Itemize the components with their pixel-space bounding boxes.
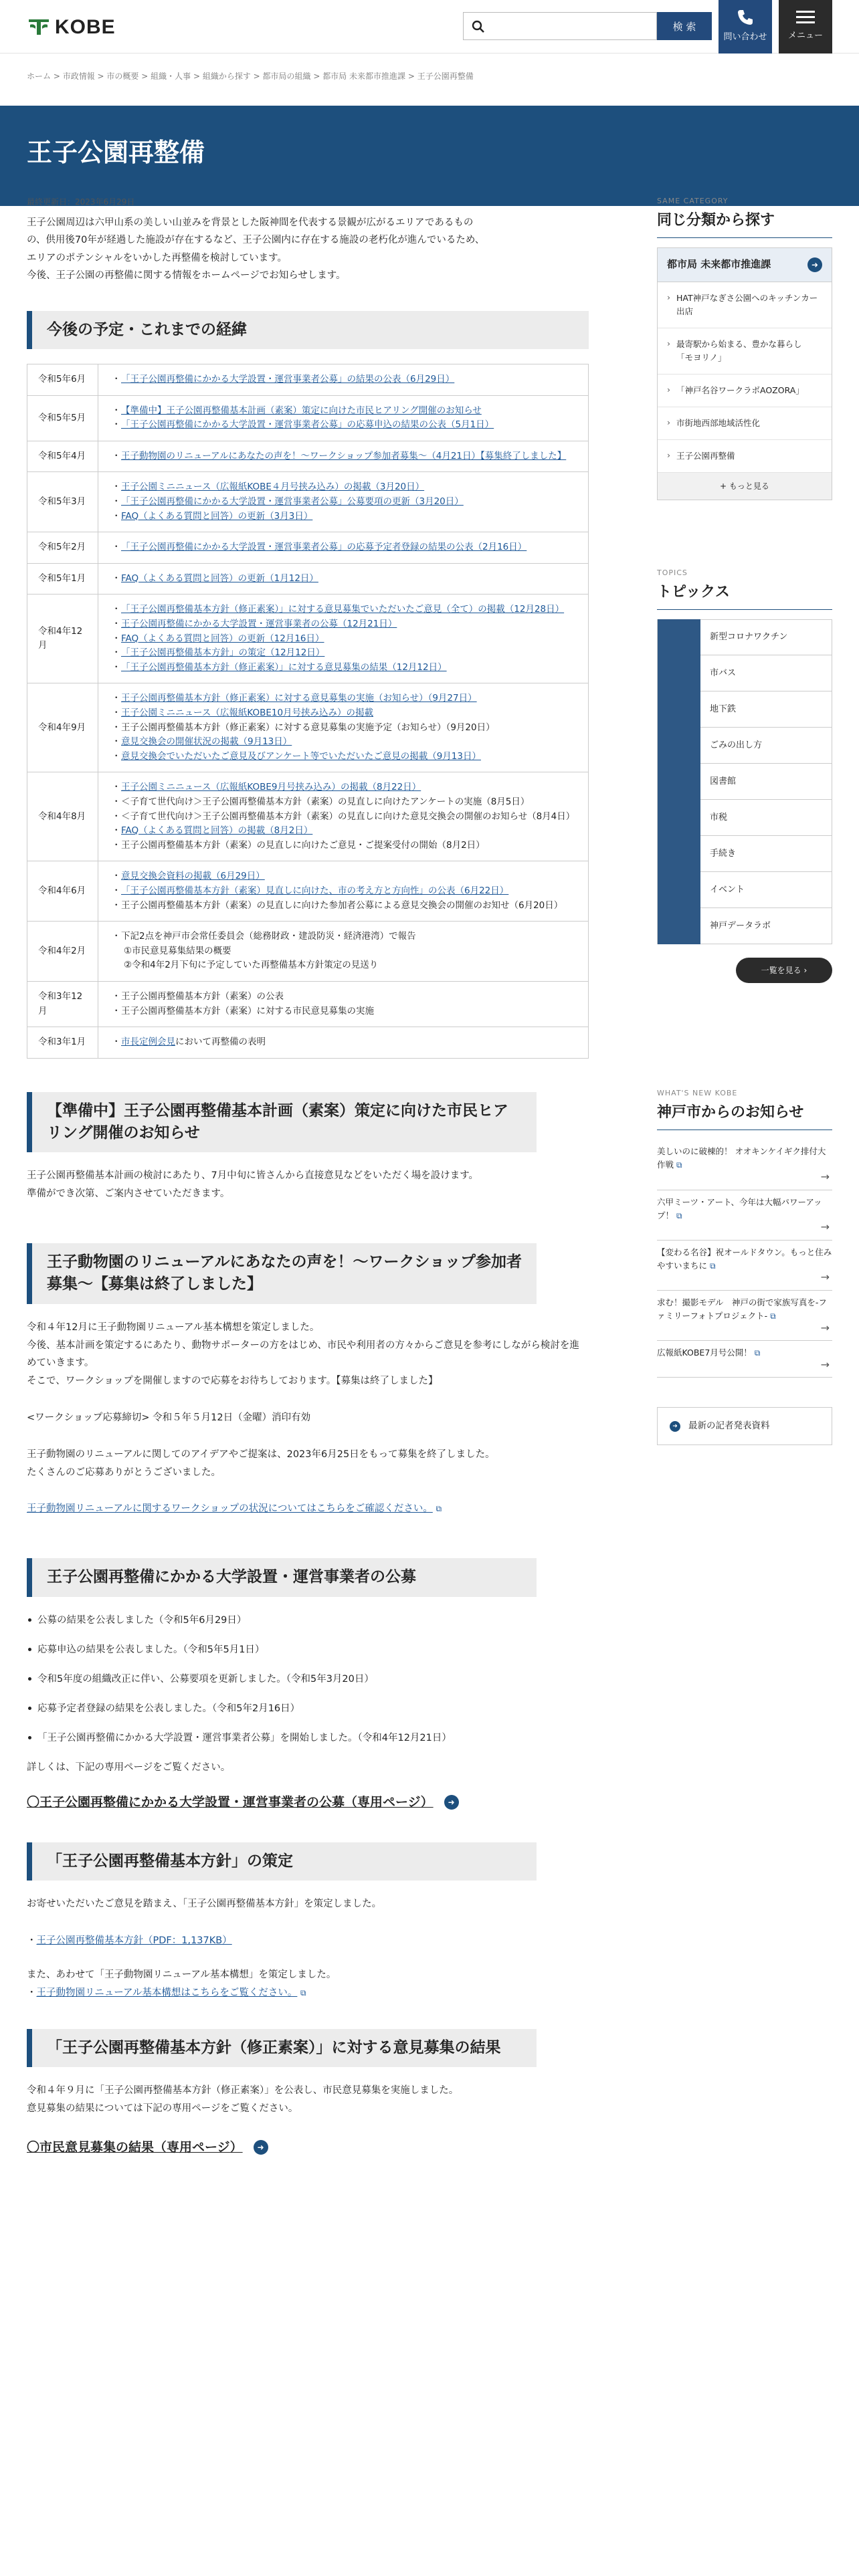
sidebar-same-category <box>657 195 832 500</box>
result-page-link-wrap <box>27 2137 589 2158</box>
site-header <box>0 0 859 53</box>
topic-item[interactable] <box>657 728 832 764</box>
schedule-event <box>114 1035 577 1050</box>
schedule-date: 令和5年1月 <box>27 563 98 595</box>
schedule-row <box>27 772 589 861</box>
schedule-event <box>114 632 577 647</box>
schedule-event <box>114 510 577 524</box>
arrow-right-icon: ➜ <box>807 257 822 272</box>
policy-pdf-link[interactable]: 王子公園再整備基本方針（PDF：1,137KB） <box>36 1935 232 1947</box>
schedule-event-text: ②令和4年2月下旬に予定していた再整備基本方針策定の見送り <box>124 960 379 971</box>
schedule-date: 令和4年2月 <box>27 922 98 982</box>
workshop-closed <box>27 1446 589 1482</box>
schedule-date: 令和4年8月 <box>27 772 98 861</box>
schedule-event-link[interactable]: FAQ（よくある質問と回答）の更新（3月3日） <box>121 510 313 522</box>
policy-text: お寄せいただいたご意見を踏まえ、「王子公園再整備基本方針」を策定しました。 <box>27 1899 382 1910</box>
arrow-right-icon: › <box>803 966 807 976</box>
schedule-events <box>98 772 589 861</box>
schedule-row <box>27 683 589 772</box>
workshop-line: 王子動物園のリニューアルに関してのアイデアやご提案は、2023年6月25日をもって募集を終了しました。 <box>27 1448 495 1460</box>
breadcrumb-current: 王子公園再整備 <box>417 72 474 81</box>
search-box <box>463 12 657 40</box>
schedule-event-link[interactable]: 意見交換会の開催状況の掲載（9月13日） <box>121 736 292 748</box>
schedule-event-link[interactable]: 「王子公園再整備基本方針（素案）見直しに向けた、市の考え方と方向性」の公表（6月22日） <box>121 885 509 896</box>
news-item[interactable] <box>657 1190 832 1241</box>
schedule-event <box>114 869 577 884</box>
schedule-event-link[interactable]: 王子公園ミニニュース（広報紙KOBE10月号挟み込み）の掲載 <box>121 708 374 719</box>
schedule-date: 令和4年12月 <box>27 595 98 683</box>
arrow-right-icon: → <box>820 1321 830 1334</box>
policy-zoo-text: また、あわせて「王子動物園リニューアル基本構想」を策定しました。 <box>27 1969 337 1981</box>
external-link-icon: ⧉ <box>754 1348 761 1358</box>
arrow-right-icon: → <box>820 1170 830 1184</box>
schedule-date: 令和5年6月 <box>27 364 98 396</box>
topic-label: 図書館 <box>710 776 737 786</box>
schedule-events <box>98 1027 589 1059</box>
schedule-events <box>98 683 589 772</box>
schedule-events <box>98 595 589 683</box>
schedule-event <box>114 735 577 750</box>
kobe-logo[interactable] <box>27 15 116 39</box>
schedule-heading: 今後の予定・これまでの経緯 <box>27 311 589 349</box>
schedule-event-text: 王子公園再整備基本方針（素案）に対する市民意見募集の実施 <box>121 1005 374 1016</box>
press-release-link[interactable] <box>657 1407 832 1445</box>
search-button[interactable]: 検 索 <box>657 12 712 40</box>
topic-thumbnail <box>658 908 700 944</box>
schedule-events <box>98 395 589 441</box>
schedule-event-link[interactable]: 「王子公園再整備基本方針」の策定（12月12日） <box>121 647 325 659</box>
intro-line: エリアのポテンシャルをいかした再整備を検討しています。 <box>27 252 287 263</box>
arrow-right-icon[interactable]: ➜ <box>254 2140 268 2155</box>
schedule-event-link[interactable]: 「王子公園再整備基本方針（修正素案）」に対する意見募集でいただいたご意見（全て）の掲載（12月28日） <box>121 604 565 615</box>
main-content <box>27 195 589 2187</box>
more-button[interactable] <box>658 473 832 500</box>
topic-thumbnail <box>658 728 700 764</box>
topic-label: 市税 <box>710 812 728 823</box>
schedule-event-link[interactable]: 意見交換会資料の掲載（6月29日） <box>121 871 265 882</box>
schedule-event-link[interactable]: 王子公園再整備基本方針（修正素案）に対する意見募集の実施（お知らせ）（9月27日） <box>121 693 477 704</box>
topic-item[interactable] <box>657 764 832 800</box>
schedule-row <box>27 922 589 982</box>
category-item[interactable]: › 王子公園再整備 <box>658 440 832 473</box>
arrow-right-icon: ➜ <box>670 1421 680 1432</box>
category-item[interactable]: › 「神戸名谷ワークラボAOZORA」 <box>658 374 832 407</box>
topic-thumbnail <box>658 655 700 691</box>
topic-item[interactable] <box>657 619 832 655</box>
workshop-status-link[interactable]: 王子動物園リニューアルに関するワークショップの状況についてはこちらをご確認ください。 <box>27 1503 433 1515</box>
result-text <box>27 2082 589 2118</box>
schedule-event-link[interactable]: 「王子公園再整備にかかる大学設置・運営事業者公募」の応募申込の結果の公表（5月1日） <box>121 419 494 431</box>
workshop-line: 今後、基本計画を策定するにあたり、動物サポーターの方をはじめ、市民や利用者の方々からご意見を参考にしながら検討を進めていきます。 <box>27 1339 579 1369</box>
schedule-event <box>114 572 577 586</box>
topic-item[interactable] <box>657 655 832 691</box>
schedule-date: 令和5年4月 <box>27 441 98 472</box>
schedule-events <box>98 922 589 982</box>
schedule-date: 令和4年9月 <box>27 683 98 772</box>
same-category-heading: 同じ分類から探す <box>657 211 832 239</box>
schedule-event-text: 王子公園再整備基本方針（修正素案）に対する意見募集の実施予定（お知らせ）（9月20日） <box>121 722 495 733</box>
schedule-table <box>27 364 589 1059</box>
result-line: 令和４年９月に「王子公園再整備基本方針（修正素案）」を公表し、市民意見募集を実施しました。 <box>27 2085 459 2097</box>
topic-label: 市バス <box>710 667 737 678</box>
univ-page-link-wrap <box>27 1792 589 1813</box>
schedule-events <box>98 441 589 472</box>
schedule-event <box>114 899 577 914</box>
schedule-event-link[interactable]: FAQ（よくある質問と回答）の更新（1月12日） <box>121 572 318 584</box>
topic-item[interactable] <box>657 691 832 728</box>
topics-all-label: 一覧を見る <box>761 966 801 976</box>
schedule-event-link[interactable]: 「王子公園再整備にかかる大学設置・運営事業者公募」の応募予定者登録の結果の公表（2月16日） <box>121 542 527 553</box>
external-link-icon: ⧉ <box>770 1311 776 1321</box>
topics-heading: トピックス <box>657 582 832 611</box>
topic-label: 地下鉄 <box>710 704 737 714</box>
schedule-date: 令和4年6月 <box>27 861 98 922</box>
schedule-event-text: 下記2点を神戸市会常任委員会（総務財政・建設防災・経済港湾）で報告 <box>121 931 416 942</box>
schedule-event <box>114 795 577 810</box>
schedule-event <box>114 884 577 899</box>
schedule-row <box>27 532 589 564</box>
topic-thumbnail <box>658 800 700 836</box>
topic-label: 神戸データラボ <box>710 920 771 931</box>
schedule-event-text: 王子公園再整備基本方針（素案）の見直しに向けたご意見・ご提案受付の開始（8月2日） <box>121 839 485 851</box>
topic-label: 新型コロナワクチン <box>710 632 788 643</box>
breadcrumb-item[interactable]: 市政情報 <box>62 72 95 81</box>
topic-thumbnail <box>658 691 700 728</box>
schedule-event-text: 王子公園再整備基本方針（素案）の公表 <box>121 990 284 1002</box>
schedule-event-link[interactable]: 王子公園再整備にかかる大学設置・運営事業者の公募（12月21日） <box>121 619 397 630</box>
contact-label: 問い合わせ <box>723 31 767 42</box>
zoo-link-wrap: ・王子動物園リニューアル基本構想はこちらをご覧ください。 ⧉ <box>27 1987 306 1998</box>
schedule-date: 令和5年2月 <box>27 532 98 564</box>
topics-caption: TOPICS <box>657 568 688 577</box>
same-category-caption: SAME CATEGORY <box>657 197 729 205</box>
schedule-row <box>27 1027 589 1059</box>
search-icon <box>472 20 485 33</box>
univ-detail: 詳しくは、下記の専用ページをご覧ください。 <box>27 1762 231 1774</box>
news-item[interactable] <box>657 1140 832 1190</box>
schedule-event <box>114 824 577 839</box>
news-title: 求む！撮影モデル 神戸の街で家族写真を-ファミリーフォトプロジェクト- <box>657 1297 827 1321</box>
schedule-row <box>27 981 589 1027</box>
press-release-label: 最新の記者発表資料 <box>688 1420 770 1432</box>
news-item[interactable] <box>657 1241 832 1291</box>
arrow-right-icon: → <box>820 1271 830 1284</box>
external-link-icon: ⧉ <box>676 1210 682 1220</box>
breadcrumb-home[interactable]: ホーム <box>27 72 52 81</box>
breadcrumb: ホーム > 市政情報 > 市の概要 > 組織・人事 > 組織から探す > 都市局の組織 > 都市局 未来都市推進課 > 王子公園再整備 <box>27 72 474 81</box>
schedule-event <box>114 958 577 973</box>
schedule-event-link[interactable]: 「王子公園再整備にかかる大学設置・運営事業者公募」公募要項の更新（3月20日） <box>121 496 464 508</box>
contact-button[interactable] <box>719 0 772 53</box>
category-box <box>657 247 832 500</box>
schedule-row <box>27 441 589 472</box>
last-updated: 最終更新日：2023年6月29日 <box>27 197 135 207</box>
schedule-event <box>114 780 577 795</box>
schedule-event-text: において再整備の表明 <box>175 1037 266 1048</box>
breadcrumb-item[interactable]: 組織から探す <box>202 72 251 81</box>
category-title-label: 都市局 未来都市推進課 <box>667 258 771 271</box>
policy-heading: 「王子公園再整備基本方針」の策定 <box>27 1842 537 1881</box>
topics-list <box>657 619 832 944</box>
workshop-link-wrap <box>27 1500 589 1518</box>
schedule-date: 令和5年3月 <box>27 472 98 532</box>
schedule-event-link[interactable]: 意見交換会でいただいたご意見及びアンケート等でいただいたご意見の掲載（9月13日） <box>121 750 481 762</box>
list-item: 応募予定者登録の結果を公表しました。（令和5年2月16日） <box>27 1700 589 1717</box>
schedule-events <box>98 563 589 595</box>
schedule-row <box>27 472 589 532</box>
schedule-event <box>114 721 577 736</box>
topic-thumbnail <box>658 872 700 908</box>
schedule-events <box>98 861 589 922</box>
news-title: 広報紙KOBE7月号公開！ <box>657 1348 752 1358</box>
workshop-heading: 王子動物園のリニューアルにあなたの声を！～ワークショップ参加者募集～【募集は終了しました】 <box>27 1243 537 1304</box>
workshop-deadline: <ワークショップ応募締切> 令和５年５月12日（金曜）消印有効 <box>27 1412 311 1423</box>
breadcrumb-item[interactable]: 市の概要 <box>106 72 139 81</box>
list-item: 公募の結果を公表しました（令和5年6月29日） <box>27 1612 589 1629</box>
intro-line: 今後、王子公園の再整備に関する情報をホームページでお知らせします。 <box>27 270 346 281</box>
hearing-line: 王子公園再整備基本計画の検討にあたり、7月中旬に皆さんから直接意見などをいただく場を設けます。 <box>27 1170 479 1182</box>
schedule-events <box>98 981 589 1027</box>
list-item: 応募申込の結果を公表しました。（令和5年5月1日） <box>27 1641 589 1658</box>
schedule-row <box>27 595 589 683</box>
hearing-text <box>27 1167 589 1203</box>
menu-button[interactable] <box>779 0 832 53</box>
workshop-line: たくさんのご応募ありがとうございました。 <box>27 1467 221 1478</box>
category-title[interactable] <box>658 248 832 282</box>
topic-thumbnail <box>658 619 700 655</box>
schedule-event-link[interactable]: 王子公園ミニニュース（広報紙KOBE４月号挟み込み）の掲載（3月20日） <box>121 481 425 493</box>
schedule-event-link[interactable]: FAQ（よくある質問と回答）の掲載（8月2日） <box>121 825 313 837</box>
schedule-events <box>98 532 589 564</box>
news-title: 【変わる名谷】祝オールドタウン。もっと住みやすいまちに <box>657 1247 832 1271</box>
kobe-logo-mark-icon <box>27 17 51 37</box>
news-title: 美しいのに破棟的！ オオキンケイギク排付大作戦 <box>657 1146 826 1170</box>
topics-all-button[interactable] <box>736 958 832 983</box>
arrow-right-icon: → <box>820 1220 830 1234</box>
sidebar-topics <box>657 567 832 983</box>
schedule-event-text: ①市民意見募集結果の概要 <box>124 945 231 956</box>
result-heading: 「王子公園再整備基本方針（修正素案）」に対する意見募集の結果 <box>27 2029 537 2067</box>
topic-thumbnail <box>658 836 700 872</box>
schedule-event <box>114 617 577 632</box>
schedule-row <box>27 861 589 922</box>
category-item[interactable]: › HAT神戸なぎさ公園へのキッチンカー出店 <box>658 282 832 328</box>
schedule-row <box>27 563 589 595</box>
schedule-events <box>98 472 589 532</box>
schedule-event <box>114 1004 577 1019</box>
topic-item[interactable] <box>657 908 832 944</box>
topic-label: ごみの出し方 <box>710 740 763 750</box>
schedule-event <box>114 603 577 617</box>
news-item[interactable] <box>657 1341 832 1378</box>
topic-item[interactable] <box>657 872 832 908</box>
schedule-event <box>114 930 577 944</box>
intro-line: の、供用後70年が経過した施設が存在するなど、王子公園内に存在する施設の老朽化が進んでいるため、 <box>27 235 485 246</box>
schedule-event <box>114 449 577 464</box>
schedule-date: 令和5年5月 <box>27 395 98 441</box>
schedule-event-link[interactable]: 「王子公園再整備にかかる大学設置・運営事業者公募」の結果の公表（6月29日） <box>121 374 455 385</box>
page-title: 王子公園再整備 <box>27 138 205 167</box>
schedule-events <box>98 364 589 396</box>
intro-line: 王子公園周辺は六甲山系の美しい山並みを背景とした阪神間を代表する景観が広がるエリアであるもの <box>27 217 474 229</box>
schedule-event <box>114 480 577 495</box>
schedule-event <box>114 750 577 764</box>
news-item[interactable] <box>657 1291 832 1341</box>
schedule-event-link[interactable]: FAQ（よくある質問と回答）の更新（12月16日） <box>121 633 324 644</box>
schedule-event <box>114 990 577 1004</box>
more-label: もっと見る <box>729 481 769 491</box>
list-item: 「王子公園再整備にかかる大学設置・運営事業者公募」を開始しました。（令和4年12月21日） <box>27 1729 589 1747</box>
schedule-event <box>114 944 577 959</box>
title-banner <box>0 106 859 206</box>
news-caption: WHAT'S NEW KOBE <box>657 1089 738 1097</box>
univ-heading: 王子公園再整備にかかる大学設置・運営事業者の公募 <box>27 1558 537 1596</box>
schedule-event <box>114 810 577 825</box>
list-item: 令和5年度の組織改正に伴い、公募要項を更新しました。（令和5年3月20日） <box>27 1671 589 1688</box>
schedule-event <box>114 706 577 721</box>
schedule-date: 令和3年1月 <box>27 1027 98 1059</box>
breadcrumb-item[interactable]: 都市局の組織 <box>262 72 311 81</box>
schedule-event <box>114 418 577 433</box>
phone-icon <box>737 9 754 26</box>
schedule-event-link[interactable]: 【準備中】王子公園再整備基本計画（素案）策定に向けた市民ヒアリング開催のお知らせ <box>121 405 482 416</box>
schedule-event <box>114 661 577 675</box>
workshop-line: そこで、ワークショップを開催しますので応募をお待ちしております。【募集は終了しました】 <box>27 1376 438 1387</box>
schedule-event-text: ＜子育て世代向け＞王子公園再整備基本方針（素案）の見直しに向けたアンケートの実施（8月5日） <box>121 796 530 807</box>
search-input[interactable] <box>493 13 654 39</box>
univ-page-link[interactable]: 〇王子公園再整備にかかる大学設置・運営事業者の公募（専用ページ） <box>27 1794 434 1810</box>
intro-text <box>27 214 589 284</box>
news-heading: 神戸市からのお知らせ <box>657 1103 832 1131</box>
schedule-date: 令和3年12月 <box>27 981 98 1027</box>
schedule-event-link[interactable]: 市長定例会見 <box>121 1037 175 1048</box>
workshop-text <box>27 1319 589 1390</box>
schedule-event <box>114 540 577 555</box>
schedule-event <box>114 372 577 387</box>
topic-label: イベント <box>710 884 745 895</box>
schedule-event <box>114 404 577 419</box>
workshop-line: 令和４年12月に王子動物園リニューアル基本構想を策定しました。 <box>27 1321 320 1333</box>
logo-text: KOBE <box>55 15 116 38</box>
breadcrumb-item[interactable]: 都市局 未来都市推進課 <box>322 72 406 81</box>
schedule-event-link[interactable]: 王子公園ミニニュース（広報紙KOBE9月号挟み込み）の掲載（8月22日） <box>121 782 421 793</box>
external-link-icon: ⧉ <box>436 1504 442 1514</box>
topic-item[interactable] <box>657 836 832 872</box>
schedule-event-text: ＜子育て世代向け＞王子公園再整備基本方針（素案）の見直しに向けた意見交換会の開催のお知らせ（8月4日） <box>121 811 575 822</box>
schedule-event <box>114 495 577 510</box>
univ-list <box>27 1612 589 1747</box>
arrow-right-icon: → <box>820 1358 830 1371</box>
schedule-event <box>114 839 577 853</box>
menu-label: メニュー <box>787 30 823 41</box>
topic-label: 手続き <box>710 848 737 859</box>
external-link-icon: ⧉ <box>710 1261 716 1271</box>
hamburger-icon <box>796 10 815 25</box>
schedule-event <box>114 646 577 661</box>
news-title: 六甲ミーツ・アート、今年は大幅パワーアップ！ <box>657 1196 822 1220</box>
hearing-heading: 【準備中】王子公園再整備基本計画（素案）策定に向けた市民ヒアリング開催のお知らせ <box>27 1092 537 1153</box>
schedule-event <box>114 691 577 706</box>
result-line: 意見募集の結果については下記の専用ページをご覧ください。 <box>27 2103 298 2114</box>
external-link-icon: ⧉ <box>300 1988 306 1998</box>
arrow-right-icon[interactable]: ➜ <box>444 1795 459 1810</box>
category-item[interactable]: › 市街地西部地域活性化 <box>658 407 832 440</box>
schedule-event-link[interactable]: 「王子公園再整備基本方針（修正素案）」に対する意見募集の結果（12月12日） <box>121 661 447 673</box>
category-item[interactable]: › 最寄駅から始まる、豊かな暮らし「モヨリノ」 <box>658 328 832 374</box>
policy-pdf-wrap: ・王子公園再整備基本方針（PDF：1,137KB） <box>27 1935 232 1947</box>
schedule-row <box>27 395 589 441</box>
sidebar-news <box>657 1087 832 1445</box>
zoo-plan-link[interactable]: 王子動物園リニューアル基本構想はこちらをご覧ください。 <box>36 1987 298 1998</box>
plus-icon: + <box>720 481 729 491</box>
schedule-row <box>27 364 589 396</box>
topic-thumbnail <box>658 764 700 800</box>
schedule-event-text: 王子公園再整備基本方針（素案）の見直しに向けた参加者公募による意見交換会の開催のお知せ（6月20日） <box>121 899 563 911</box>
hearing-line: 準備ができ次第、ご案内させていただきます。 <box>27 1188 230 1200</box>
topic-item[interactable] <box>657 800 832 836</box>
breadcrumb-item[interactable]: 組織・人事 <box>151 72 191 81</box>
schedule-event-link[interactable]: 王子動物園のリニューアルにあなたの声を！～ワークショップ参加者募集～（4月21日）【募集終了しました】 <box>121 450 567 461</box>
external-link-icon: ⧉ <box>676 1160 682 1170</box>
result-page-link[interactable]: 〇市民意見募集の結果（専用ページ） <box>27 2139 243 2155</box>
